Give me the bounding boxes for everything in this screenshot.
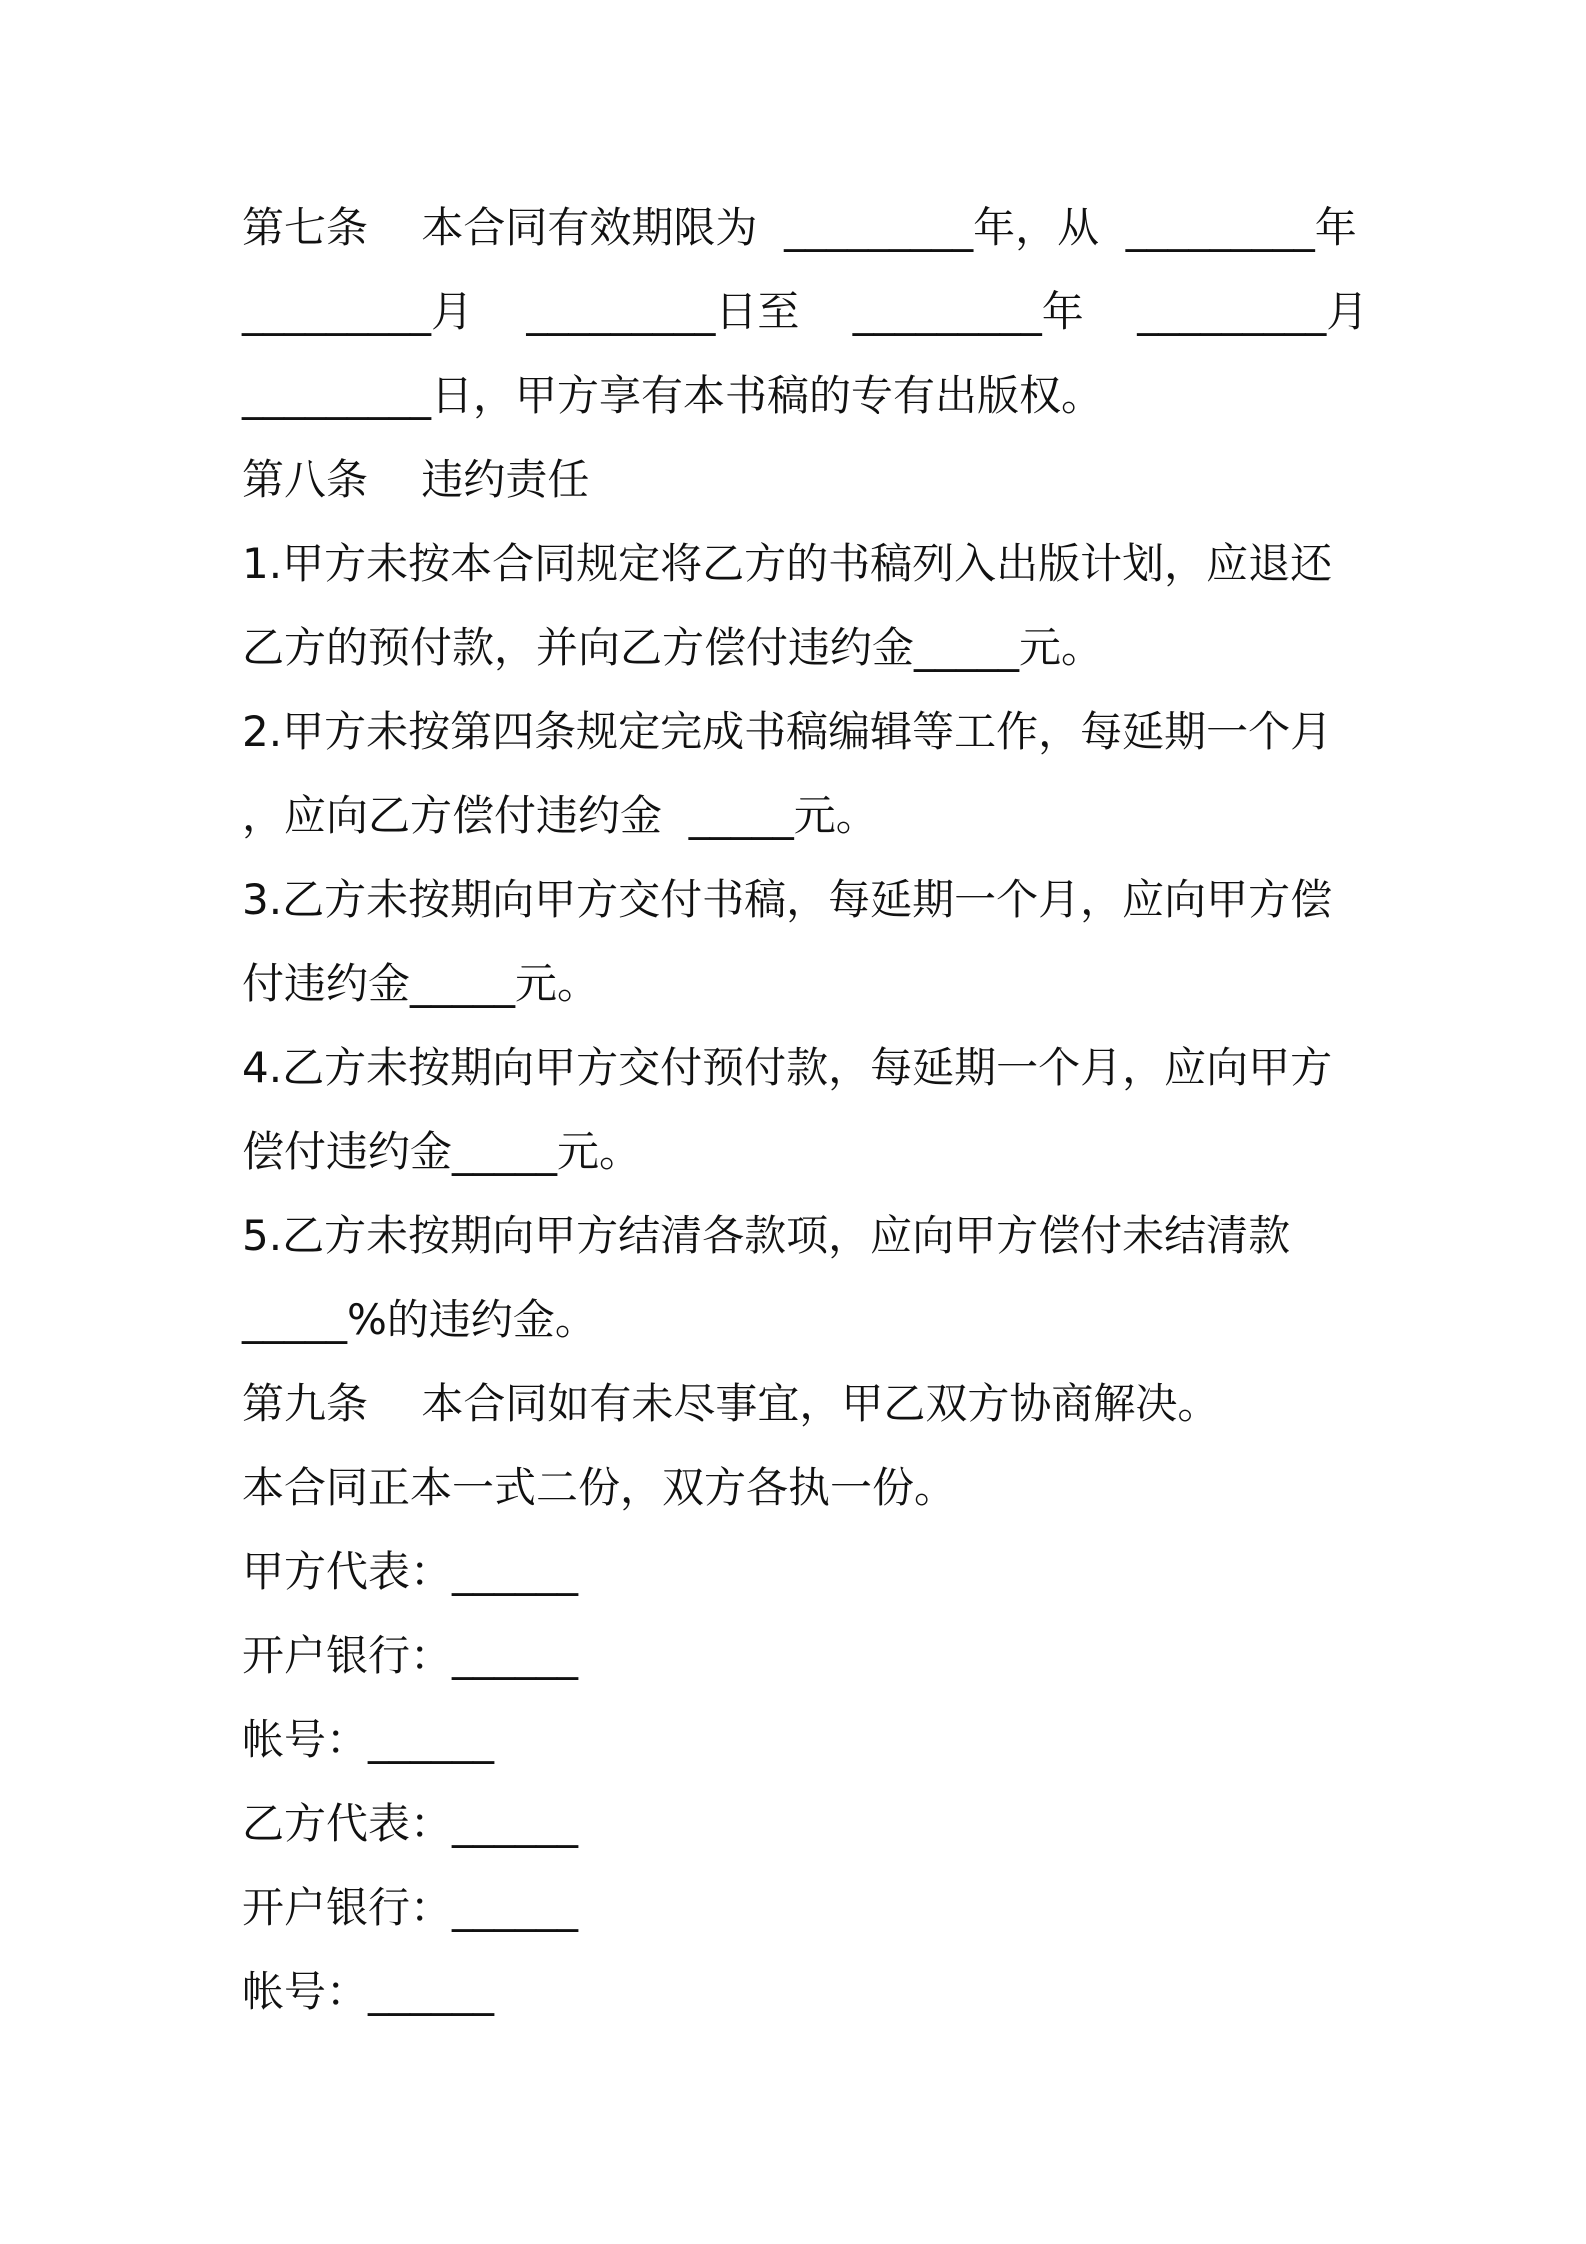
- article-7-line-3: _________日，甲方享有本书稿的专有出版权。: [242, 371, 1104, 420]
- clause-2-line-1: 2.甲方未按第四条规定完成书稿编辑等工作，每延期一个月: [242, 707, 1333, 756]
- clause-5-line-1: 5.乙方未按期向甲方结清各款项，应向甲方偿付未结清款: [242, 1211, 1291, 1260]
- clause-2-line-2: ，应向乙方偿付违约金 _____元。: [242, 791, 878, 840]
- article-7-line-2: _________月 _________日至 _________年 _________月: [242, 287, 1369, 336]
- party-a-representative: 甲方代表：______: [242, 1547, 579, 1596]
- clause-1-line-1: 1.甲方未按本合同规定将乙方的书稿列入出版计划，应退还: [242, 539, 1333, 588]
- party-b-account: 帐号：______: [242, 1967, 495, 2016]
- party-a-bank: 开户银行：______: [242, 1631, 579, 1680]
- clause-3-line-1: 3.乙方未按期向甲方交付书稿，每延期一个月，应向甲方偿: [242, 875, 1333, 924]
- clause-1-line-2: 乙方的预付款，并向乙方偿付违约金_____元。: [242, 623, 1104, 672]
- article-7-line-1: 第七条 本合同有效期限为 _________年，从 _________年: [242, 203, 1357, 252]
- clause-3-line-2: 付违约金_____元。: [242, 959, 600, 1008]
- party-b-representative: 乙方代表：______: [242, 1799, 579, 1848]
- copies-statement: 本合同正本一式二份，双方各执一份。: [242, 1463, 957, 1512]
- clause-5-line-2: _____%的违约金。: [242, 1295, 597, 1344]
- party-b-bank: 开户银行：______: [242, 1883, 579, 1932]
- party-a-account: 帐号：______: [242, 1715, 495, 1764]
- article-8-heading: 第八条 违约责任: [242, 455, 590, 504]
- clause-4-line-1: 4.乙方未按期向甲方交付预付款，每延期一个月，应向甲方: [242, 1043, 1333, 1092]
- clause-4-line-2: 偿付违约金_____元。: [242, 1127, 642, 1176]
- article-9-line: 第九条 本合同如有未尽事宜，甲乙双方协商解决。: [242, 1379, 1220, 1428]
